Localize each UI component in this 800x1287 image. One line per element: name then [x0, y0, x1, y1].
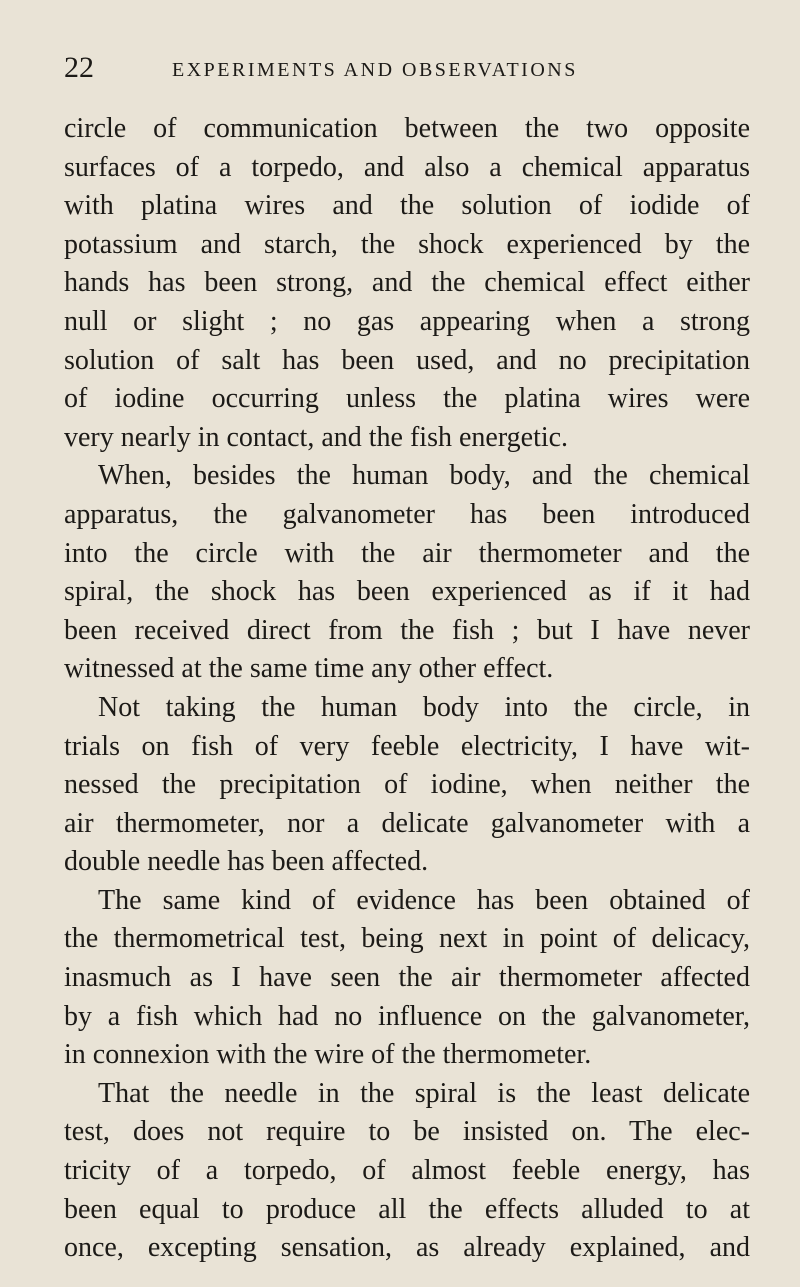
text-line: tricity of a torpedo, of almost feeble energy, has	[64, 1155, 750, 1187]
text-line: Not taking the human body into the circle, in	[98, 691, 750, 723]
page-number: 22	[64, 51, 94, 84]
text-line: nessed the precipitation of iodine, when neither the	[64, 769, 750, 801]
text-line: with platina wires and the solution of iodide of	[64, 190, 750, 222]
text-line: spiral, the shock has been experienced as if it had	[64, 576, 750, 608]
text-line: test, does not require to be insisted on. The elec-	[64, 1116, 750, 1148]
text-line: solution of salt has been used, and no precipitation	[64, 344, 750, 376]
text-line: That the needle in the spiral is the least delicate	[98, 1077, 750, 1109]
text-line: been equal to produce all the effects alluded to at	[64, 1193, 750, 1225]
running-title: EXPERIMENTS AND OBSERVATIONS	[172, 59, 578, 81]
body-text	[64, 110, 750, 1268]
text-line: witnessed at the same time any other effect.	[64, 653, 554, 685]
text-line: surfaces of a torpedo, and also a chemical apparatus	[64, 151, 750, 183]
text-line: When, besides the human body, and the chemical	[98, 460, 750, 492]
text-line: of iodine occurring unless the platina wires were	[64, 383, 750, 415]
running-head	[64, 48, 750, 88]
text-line: the thermometrical test, being next in point of delicacy,	[64, 923, 750, 955]
text-line: air thermometer, nor a delicate galvanometer with a	[64, 807, 750, 839]
text-line: apparatus, the galvanometer has been introduced	[64, 498, 750, 530]
text-line: double needle has been affected.	[64, 846, 429, 878]
text-line: potassium and starch, the shock experienced by the	[64, 228, 750, 260]
text-line: circle of communication between the two opposite	[64, 113, 750, 144]
text-line: been received direct from the fish ; but I have never	[64, 614, 750, 646]
text-line: inasmuch as I have seen the air thermometer affected	[64, 962, 750, 994]
text-line: trials on fish of very feeble electricity, I have wit-	[64, 730, 750, 762]
text-line: into the circle with the air thermometer and the	[64, 537, 750, 569]
text-line: by a fish which had no influence on the galvanometer,	[64, 1000, 750, 1032]
text-line: in connexion with the wire of the thermometer.	[64, 1039, 592, 1071]
text-line: The same kind of evidence has been obtained of	[98, 884, 750, 916]
text-line: very nearly in contact, and the fish energetic.	[64, 421, 569, 453]
text-line: once, excepting sensation, as already explained, and	[64, 1232, 750, 1264]
text-line: hands has been strong, and the chemical effect either	[64, 267, 750, 299]
text-line: null or slight ; no gas appearing when a strong	[64, 305, 750, 337]
